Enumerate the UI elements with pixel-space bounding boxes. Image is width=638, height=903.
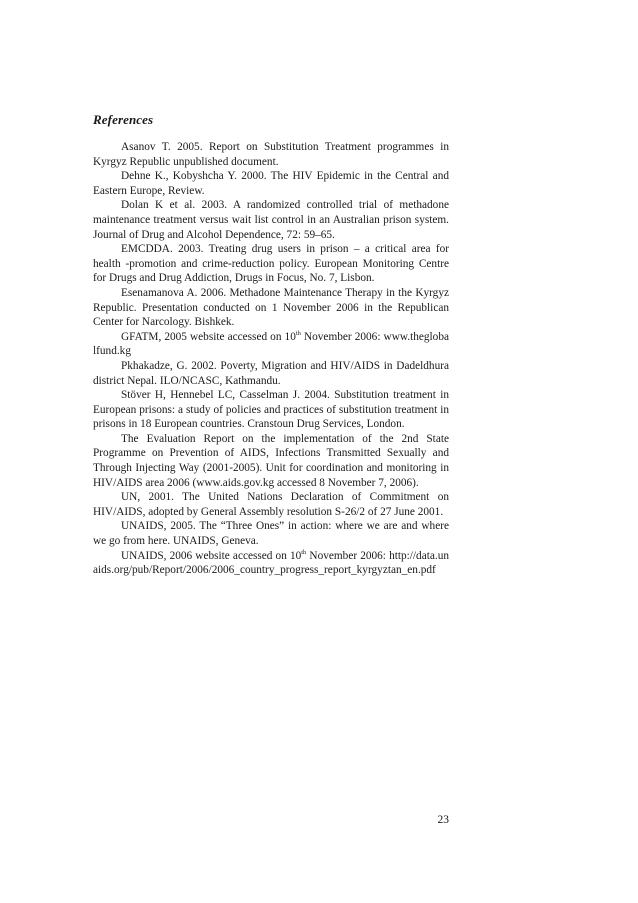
ordinal-suffix: th (301, 548, 307, 556)
reference-item: EMCDDA. 2003. Treating drug users in prison – a critical area for health -promotion and crime-reduction policy. European Monitoring Centre for Drugs and Drug Addiction, Drugs in Focus, No. 7, Lisbon. (93, 243, 449, 285)
reference-item (93, 330, 449, 359)
reference-item: Dolan K et al. 2003. A randomized controlled trial of methadone maintenance treatment versus wait list control in an Australian prison system. Journal of Drug and Alcohol Dependence, 72: 59–65. (93, 199, 449, 241)
reference-url: www.theglobalfund.kg (93, 330, 449, 358)
reference-item: Pkhakadze, G. 2002. Poverty, Migration and HIV/AIDS in Dadeldhura district Nepal. ILO/NCASC, Kathmandu. (93, 359, 449, 387)
reference-item: Stöver H, Hennebel LC, Casselman J. 2004. Substitution treatment in European prisons: a study of policies and practices of substitution treatment in prisons in 18 European countries. Cranstoun Drug Services, London. (93, 389, 449, 431)
ordinal-suffix: th (295, 329, 301, 337)
reference-item: The Evaluation Report on the implementation of the 2nd State Programme on Prevention of AIDS, Infections Transmitted Sexually and Through Injecting Way (2001-2005). Unit for coordination and monitoring in HIV/AIDS area 2006 (www.aids.gov.kg accessed 8 November 7, 2006). (93, 432, 449, 489)
reference-text: UNAIDS, 2006 website accessed on 10 (121, 549, 302, 562)
reference-text: November 2006: (306, 549, 390, 562)
reference-url: http://data.unaids.org/pub/Report/2006/2006_country_progress_report_kyrgyztan_en.pdf (93, 549, 449, 577)
reference-text: GFATM, 2005 website accessed on 10 (121, 330, 296, 343)
reference-item (93, 549, 449, 578)
page-number: 23 (437, 814, 449, 826)
reference-item: UN, 2001. The United Nations Declaration of Commitment on HIV/AIDS, adopted by General Assembly resolution S-26/2 of 27 June 2001. (93, 491, 449, 518)
references-heading: References (93, 112, 154, 127)
reference-item: UNAIDS, 2005. The “Three Ones” in action: where we are and where we go from here. UNAIDS, Geneva. (93, 520, 449, 548)
reference-text: November 2006: (300, 330, 384, 343)
reference-item: Dehne K., Kobyshcha Y. 2000. The HIV Epidemic in the Central and Eastern Europe, Review. (93, 170, 449, 197)
reference-item: Asanov T. 2005. Report on Substitution Treatment programmes in Kyrgyz Republic unpublished document. (93, 141, 449, 168)
references-list (93, 140, 449, 578)
reference-item: Esenamanova A. 2006. Methadone Maintenance Therapy in the Kyrgyz Republic. Presentation conducted on 1 November 2006 in the Republican Center for Narcology. Bishkek. (93, 286, 449, 329)
